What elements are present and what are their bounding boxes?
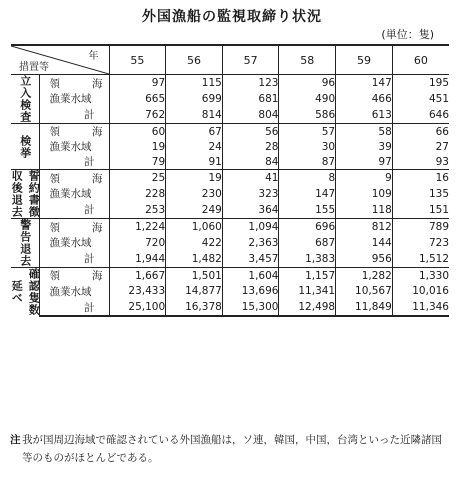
category-label	[11, 124, 39, 170]
value-cell: 1,512	[392, 251, 449, 268]
row-label-text: 領	[49, 221, 60, 234]
value-cell: 155	[279, 202, 336, 219]
value-cell: 57	[279, 124, 336, 140]
value-cell: 1,501	[166, 268, 223, 284]
header-row	[11, 45, 449, 75]
row-label	[39, 251, 109, 268]
row-label-text: 海	[92, 77, 103, 90]
statistics-table	[11, 44, 449, 317]
table-row	[11, 124, 449, 140]
value-cell: 15,300	[222, 299, 279, 316]
value-cell: 1,944	[109, 251, 166, 268]
row-label-text: 領	[49, 126, 60, 138]
value-cell: 147	[279, 186, 336, 202]
value-cell: 10,016	[412, 285, 449, 298]
value-cell: 24	[166, 139, 223, 154]
value-cell: 60	[109, 124, 166, 140]
value-cell: 147	[336, 75, 393, 92]
year-header-label: 年	[88, 51, 99, 62]
footnote-text: 我が国周辺海域で確認されている外国漁船は，ソ連，韓国，中国，台湾といった近隣諸国等のものがほとんどである。	[22, 434, 442, 464]
value-cell: 96	[279, 75, 336, 92]
value-cell: 79	[109, 154, 166, 170]
value-cell: 422	[166, 235, 223, 251]
row-label	[39, 268, 109, 284]
year-col-header: 55	[109, 45, 166, 75]
year-col-header: 59	[336, 45, 393, 75]
row-label-text: 領	[49, 77, 60, 90]
value-cell: 16	[435, 172, 449, 184]
value-cell: 11,849	[336, 299, 393, 316]
row-label-text: 海	[92, 172, 103, 185]
value-cell: 25	[109, 170, 166, 187]
value-cell: 97	[336, 154, 393, 170]
category-label-text: 収後退去	[10, 170, 24, 218]
row-label	[39, 154, 109, 170]
value-cell: 1,482	[166, 251, 223, 268]
category-label	[11, 268, 39, 317]
table-row	[11, 268, 449, 284]
row-label-text: 漁業水域	[49, 93, 92, 106]
value-cell: 16,378	[166, 299, 223, 316]
value-cell: 451	[428, 92, 449, 105]
year-col-header: 57	[222, 45, 279, 75]
value-cell: 723	[428, 236, 449, 249]
value-cell: 58	[336, 124, 393, 140]
row-label	[39, 124, 109, 140]
value-cell: 490	[279, 91, 336, 107]
row-label-text: 漁業水域	[49, 188, 92, 201]
row-label-text: 海	[92, 270, 103, 283]
value-cell: 11,346	[392, 299, 449, 316]
value-cell: 11,341	[279, 284, 336, 300]
value-cell: 151	[392, 202, 449, 219]
header-corner	[11, 45, 109, 75]
row-label	[39, 107, 109, 124]
table-row	[11, 299, 449, 316]
row-label-text: 海	[92, 221, 103, 234]
value-cell: 19	[166, 170, 223, 187]
value-cell: 115	[166, 75, 223, 92]
value-cell: 1,157	[279, 268, 336, 284]
value-cell: 699	[166, 91, 223, 107]
value-cell: 19	[109, 139, 166, 154]
row-label-text: 領	[49, 270, 60, 283]
value-cell: 9	[336, 170, 393, 187]
row-label-text: 漁業水域	[49, 141, 92, 153]
value-cell: 789	[428, 221, 449, 233]
value-cell: 13,696	[222, 284, 279, 300]
value-cell: 687	[279, 235, 336, 251]
value-cell: 25,100	[109, 299, 166, 316]
value-cell: 91	[166, 154, 223, 170]
year-col-header: 56	[166, 45, 223, 75]
category-label-text: 警告退去	[18, 219, 32, 267]
unit-label: (単位：隻)	[381, 28, 434, 41]
value-cell: 665	[109, 91, 166, 107]
row-label	[39, 170, 109, 187]
value-cell: 118	[336, 202, 393, 219]
value-cell: 1,604	[222, 268, 279, 284]
table-row	[11, 202, 449, 219]
value-cell: 1,224	[109, 219, 166, 236]
value-cell: 1,282	[336, 268, 393, 284]
measure-header-label: 措置等	[19, 62, 49, 73]
table-row	[11, 75, 449, 92]
year-col-header: 58	[279, 45, 336, 75]
value-cell: 23,433	[109, 284, 166, 300]
value-cell: 1,094	[222, 219, 279, 236]
table-title: 外国漁船の監視取締り状況	[142, 9, 322, 25]
row-label	[39, 139, 109, 154]
category-label-text: 立入検査	[18, 75, 32, 123]
value-cell: 1,060	[166, 219, 223, 236]
value-cell: 28	[222, 139, 279, 154]
category-label	[11, 170, 39, 219]
value-cell: 228	[109, 186, 166, 202]
value-cell: 323	[222, 186, 279, 202]
value-cell: 2,363	[222, 235, 279, 251]
value-cell: 12,498	[279, 299, 336, 316]
value-cell: 249	[166, 202, 223, 219]
table-row	[11, 219, 449, 236]
value-cell: 56	[222, 124, 279, 140]
row-label-text: 計	[84, 156, 95, 168]
row-label	[39, 284, 109, 300]
row-label-text: 領	[49, 172, 60, 185]
table-row	[11, 284, 449, 300]
value-cell: 27	[435, 140, 449, 153]
value-cell: 1,330	[418, 269, 449, 282]
value-cell: 720	[109, 235, 166, 251]
value-cell: 14,877	[166, 284, 223, 300]
value-cell: 30	[279, 139, 336, 154]
value-cell: 646	[392, 107, 449, 124]
row-label	[39, 75, 109, 92]
value-cell: 613	[336, 107, 393, 124]
category-label-text: 延べ	[10, 280, 24, 304]
value-cell: 87	[279, 154, 336, 170]
table-row	[11, 186, 449, 202]
value-cell: 364	[222, 202, 279, 219]
category-label	[11, 75, 39, 124]
table-row	[11, 251, 449, 268]
value-cell: 696	[279, 219, 336, 236]
year-col-header: 60	[392, 45, 449, 75]
value-cell: 762	[109, 107, 166, 124]
row-label	[39, 186, 109, 202]
value-cell: 109	[336, 186, 393, 202]
table-row	[11, 235, 449, 251]
row-label-text: 計	[84, 301, 95, 314]
row-label-text: 漁業水域	[49, 237, 92, 250]
row-label	[39, 219, 109, 236]
value-cell: 681	[222, 91, 279, 107]
value-cell: 466	[336, 91, 393, 107]
row-label-text: 漁業水域	[49, 285, 92, 298]
row-label	[39, 299, 109, 316]
value-cell: 135	[428, 187, 449, 200]
table-row	[11, 107, 449, 124]
value-cell: 10,567	[336, 284, 393, 300]
value-cell: 253	[109, 202, 166, 219]
value-cell: 230	[166, 186, 223, 202]
table-row	[11, 154, 449, 170]
row-label	[39, 91, 109, 107]
value-cell: 1,383	[279, 251, 336, 268]
category-label	[11, 219, 39, 268]
value-cell: 84	[222, 154, 279, 170]
value-cell: 586	[279, 107, 336, 124]
value-cell: 814	[166, 107, 223, 124]
row-label	[39, 235, 109, 251]
table-row	[11, 139, 449, 154]
row-label-text: 海	[92, 126, 103, 138]
table-row	[11, 91, 449, 107]
value-cell: 93	[392, 154, 449, 170]
value-cell: 97	[109, 75, 166, 92]
value-cell: 195	[428, 77, 449, 89]
category-label-text: 検挙	[18, 134, 32, 159]
category-label-text: 誓約書徴	[27, 170, 41, 218]
table-row	[11, 170, 449, 187]
value-cell: 67	[166, 124, 223, 140]
row-label	[39, 202, 109, 219]
row-label-text: 計	[84, 109, 95, 122]
value-cell: 144	[336, 235, 393, 251]
row-label-text: 計	[84, 253, 95, 266]
value-cell: 39	[336, 139, 393, 154]
category-label-text: 確認隻数	[27, 268, 41, 316]
footnote	[10, 431, 450, 467]
value-cell: 41	[222, 170, 279, 187]
value-cell: 956	[336, 251, 393, 268]
footnote-tag: 注	[10, 434, 21, 446]
value-cell: 123	[222, 75, 279, 92]
value-cell: 804	[222, 107, 279, 124]
value-cell: 3,457	[222, 251, 279, 268]
value-cell: 812	[336, 219, 393, 236]
row-label-text: 計	[84, 204, 95, 217]
value-cell: 1,667	[109, 268, 166, 284]
value-cell: 8	[279, 170, 336, 187]
value-cell: 66	[435, 125, 449, 138]
